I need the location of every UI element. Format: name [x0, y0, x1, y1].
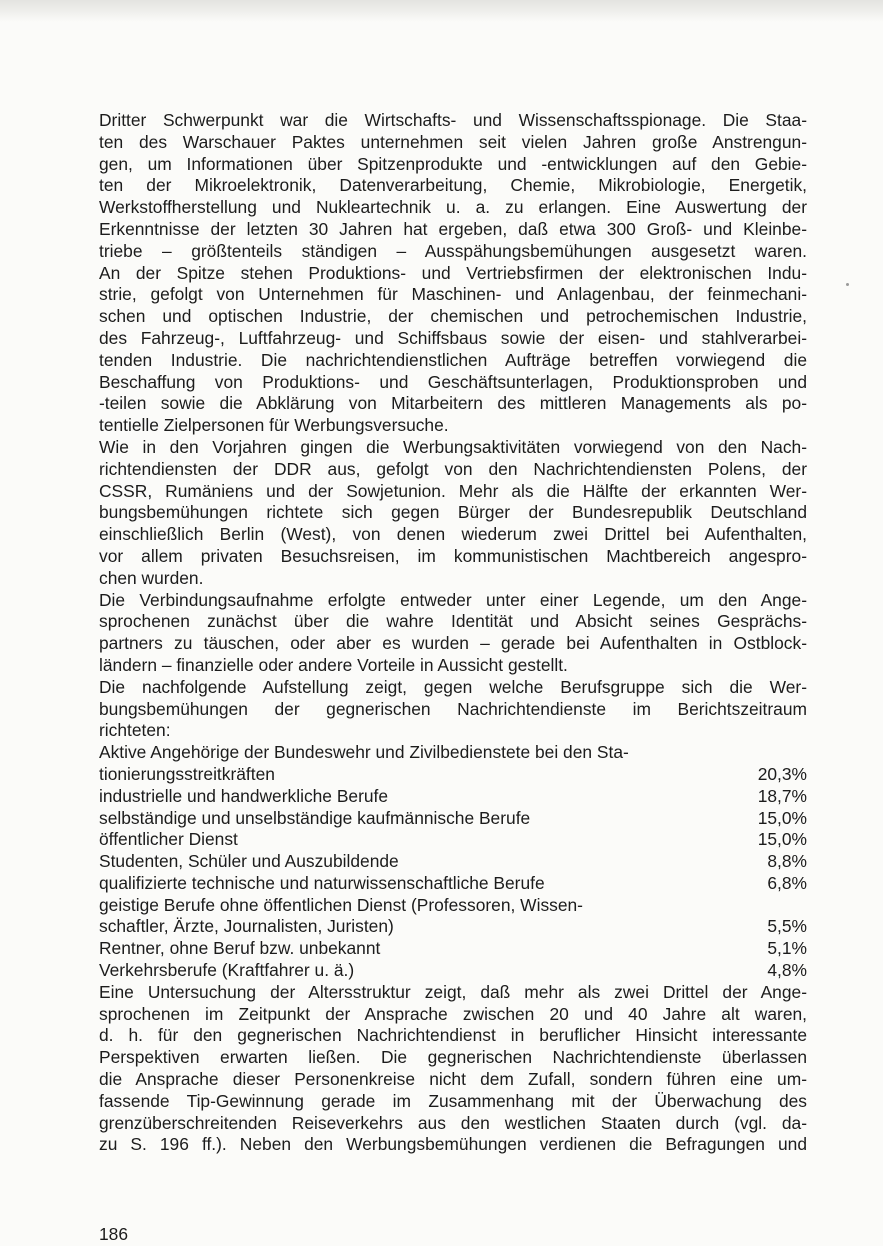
paragraph-line: bungsbemühungen der gegnerischen Nachrichtendienste im Berichtszeitraum: [99, 698, 807, 719]
table-row: [99, 895, 807, 939]
occupation-label: tionierungsstreitkräften: [99, 763, 275, 784]
paragraph-line: die Ansprache dieser Personenkreise nicht dem Zufall, sondern führen eine um-: [99, 1069, 807, 1090]
occupation-percent: 15,0%: [757, 829, 807, 850]
occupation-percent: 5,5%: [767, 916, 807, 937]
paragraph: [99, 437, 807, 590]
paragraph-line: CSSR, Rumäniens und der Sowjetunion. Mehr als die Hälfte der erkannten Wer-: [99, 480, 807, 501]
occupation-label: Studenten, Schüler und Auszubildende: [99, 851, 399, 872]
table-row-line: [99, 938, 807, 960]
paragraph-line: ten des Warschauer Paktes unternehmen seit vielen Jahren große Anstrengun-: [99, 131, 807, 152]
paragraph-line: An der Spitze stehen Produktions- und Vertriebsfirmen der elektronischen Indu-: [99, 262, 807, 283]
paragraph-line: strie, gefolgt von Unternehmen für Maschinen- und Anlagenbau, der feinmechani-: [99, 284, 807, 305]
paragraph-line: Die Verbindungsaufnahme erfolgte entweder unter einer Legende, um den Ange-: [99, 589, 807, 610]
paragraph-line: tentielle Zielpersonen für Werbungsversuche.: [99, 415, 449, 436]
paragraph-line: richteten:: [99, 720, 171, 741]
paragraph-line: bungsbemühungen richtete sich gegen Bürger der Bundesrepublik Deutschland: [99, 502, 807, 523]
occupation-label: öffentlicher Dienst: [99, 829, 238, 850]
paragraph-line: schen und optischen Industrie, der chemischen und petrochemischen Industrie,: [99, 306, 807, 327]
paragraph-line: Eine Untersuchung der Altersstruktur zeigt, daß mehr als zwei Drittel der Ange-: [99, 981, 807, 1002]
paragraph-line: zu S. 196 ff.). Neben den Werbungsbemühungen verdienen die Befragungen und: [99, 1134, 807, 1155]
table-row: [99, 938, 807, 960]
paragraph-line: Wie in den Vorjahren gingen die Werbungsaktivitäten vorwiegend von den Nach-: [99, 436, 807, 457]
occupation-label: industrielle und handwerkliche Berufe: [99, 785, 389, 806]
table-row: [99, 786, 807, 808]
paragraph-line: Erkenntnisse der letzten 30 Jahren hat ergeben, daß etwa 300 Groß- und Kleinbe-: [99, 218, 807, 239]
document-body: [99, 110, 807, 1156]
table-row: [99, 873, 807, 895]
occupation-label: Rentner, ohne Beruf bzw. unbekannt: [99, 938, 381, 959]
paragraph-line: Beschaffung von Produktions- und Geschäftsunterlagen, Produktionsproben und: [99, 371, 807, 392]
paragraph-line: gen, um Informationen über Spitzenprodukte und -entwicklungen auf den Gebie-: [99, 153, 807, 174]
paragraph-line: ten der Mikroelektronik, Datenverarbeitung, Chemie, Mikrobiologie, Energetik,: [99, 175, 807, 196]
table-row-line: [99, 829, 807, 851]
paragraph-line: d. h. für den gegnerischen Nachrichtendienst in beruflicher Hinsicht interessante: [99, 1025, 807, 1046]
occupation-percent: 5,1%: [767, 938, 807, 959]
occupation-percent: 6,8%: [767, 872, 807, 893]
page-number: 186: [99, 1224, 129, 1244]
paragraph-line: chen wurden.: [99, 567, 204, 588]
paragraph-line: vor allem privaten Besuchsreisen, im kommunistischen Machtbereich angespro-: [99, 545, 807, 566]
paragraph-line: grenzüberschreitenden Reiseverkehrs aus den westlichen Staaten durch (vgl. da-: [99, 1112, 807, 1133]
paragraph-line: fassende Tip-Gewinnung gerade im Zusammenhang mit der Überwachung des: [99, 1090, 807, 1111]
table-row: [99, 808, 807, 830]
table-row-line: [99, 960, 807, 982]
paragraph: [99, 677, 807, 742]
table-row: [99, 742, 807, 786]
table-row-line: [99, 808, 807, 830]
occupation-percent: 20,3%: [757, 763, 807, 784]
table-row-line: [99, 873, 807, 895]
table-row-line: [99, 851, 807, 873]
occupation-label: Verkehrsberufe (Kraftfahrer u. ä.): [99, 960, 355, 981]
occupation-percent: 18,7%: [757, 785, 807, 806]
paragraph: [99, 590, 807, 677]
table-row-line: [99, 742, 807, 764]
paragraph-line: Die nachfolgende Aufstellung zeigt, gegen welche Berufsgruppe sich die Wer-: [99, 676, 807, 697]
occupation-percent: 15,0%: [757, 807, 807, 828]
paragraph-line: -teilen sowie die Abklärung von Mitarbeitern des mittleren Managements als po-: [99, 393, 807, 414]
occupation-label: schaftler, Ärzte, Journalisten, Juristen): [99, 916, 394, 937]
table-row: [99, 960, 807, 982]
paragraph-line: des Fahrzeug-, Luftfahrzeug- und Schiffsbaus sowie der eisen- und stahlverarbei-: [99, 327, 807, 348]
occupation-table: [99, 742, 807, 982]
paragraph-line: partners zu täuschen, oder aber es wurden – gerade bei Aufenthalten in Ostblock-: [99, 633, 807, 654]
paragraph-line: einschließlich Berlin (West), von denen wiederum zwei Drittel bei Aufenthalten,: [99, 524, 807, 545]
occupation-percent: 8,8%: [767, 851, 807, 872]
paragraph-line: Perspektiven erwarten ließen. Die gegnerischen Nachrichtendienste überlassen: [99, 1047, 807, 1068]
table-row-line: [99, 786, 807, 808]
occupation-label: qualifizierte technische und naturwissenschaftliche Berufe: [99, 872, 545, 893]
table-row: [99, 851, 807, 873]
table-row-line: [99, 895, 807, 917]
table-row: [99, 829, 807, 851]
paragraph-line: sprochenen zunächst über die wahre Identität und Absicht seines Gesprächs-: [99, 611, 807, 632]
paragraph-line: richtendiensten der DDR aus, gefolgt von den Nachrichtendiensten Polens, der: [99, 458, 807, 479]
paragraph-line: ländern – finanzielle oder andere Vorteile in Aussicht gestellt.: [99, 654, 568, 675]
scan-speck: [846, 283, 849, 286]
paragraph-line: tenden Industrie. Die nachrichtendienstlichen Aufträge betreffen vorwiegend die: [99, 349, 807, 370]
paragraph-line: Werkstoffherstellung und Nukleartechnik u. a. zu erlangen. Eine Auswertung der: [99, 197, 807, 218]
occupation-label: Aktive Angehörige der Bundeswehr und Zivilbedienstete bei den Sta-: [99, 742, 629, 763]
occupation-label: selbständige und unselbständige kaufmännische Berufe: [99, 807, 531, 828]
paragraph: [99, 110, 807, 437]
table-row-line: [99, 764, 807, 786]
paragraph: [99, 982, 807, 1156]
scan-top-edge: [0, 0, 883, 22]
occupation-label: geistige Berufe ohne öffentlichen Dienst (Professoren, Wissen-: [99, 894, 583, 915]
paragraph-line: triebe – größtenteils ständigen – Ausspähungsbemühungen ausgesetzt waren.: [99, 240, 807, 261]
paragraph-line: sprochenen im Zeitpunkt der Ansprache zwischen 20 und 40 Jahre alt waren,: [99, 1003, 807, 1024]
occupation-percent: 4,8%: [767, 960, 807, 981]
table-row-line: [99, 916, 807, 938]
paragraph-line: Dritter Schwerpunkt war die Wirtschafts- und Wissenschaftsspionage. Die Staa-: [99, 110, 807, 130]
